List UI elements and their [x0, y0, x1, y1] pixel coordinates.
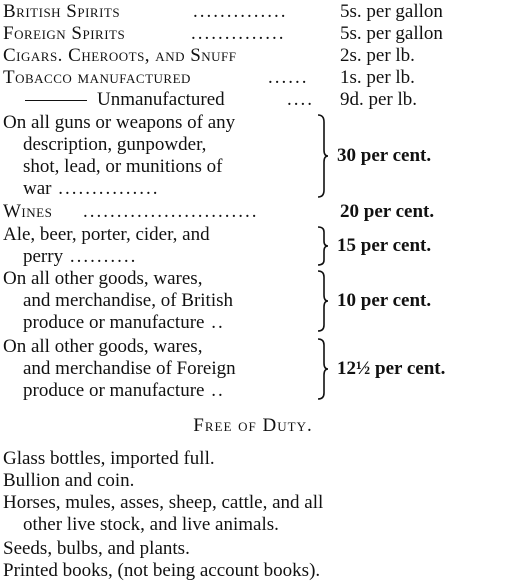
- free-item: Horses, mules, asses, sheep, cattle, and all: [3, 492, 324, 513]
- duty-row: [3, 1, 503, 23]
- group-foreign-line: and merchandise of Foreign: [23, 358, 236, 379]
- group-foreign-line: produce or manufacture ..: [23, 380, 225, 401]
- duty-label: Foreign Spirits: [3, 23, 126, 44]
- free-item: Printed books, (not being account books).: [3, 560, 321, 581]
- brace-icon: [316, 338, 328, 400]
- dot-leader: ......: [268, 67, 309, 88]
- group-arms-line: war ...............: [23, 178, 160, 199]
- free-of-duty-heading: Free of Duty.: [193, 415, 313, 436]
- group-british-rate: 10 per cent.: [337, 290, 432, 311]
- duty-rate: 9d. per lb.: [340, 89, 418, 110]
- ditto-dash: [25, 100, 87, 101]
- duty-row: [3, 201, 503, 223]
- dot-leader: ....: [287, 89, 314, 110]
- duty-row: [3, 23, 503, 45]
- group-foreign-line: On all other goods, wares,: [3, 336, 203, 357]
- duty-label: Tobacco manufactured: [3, 67, 191, 88]
- group-foreign-rate: 12½ per cent.: [337, 358, 446, 379]
- group-ale-line: Ale, beer, porter, cider, and: [3, 224, 210, 245]
- dot-leader: ..............: [193, 1, 288, 22]
- group-ale-line: perry ..........: [23, 246, 138, 267]
- duty-label: British Spirits: [3, 1, 121, 22]
- group-arms-line: description, gunpowder,: [23, 134, 207, 155]
- duty-label: Unmanufactured: [3, 89, 225, 111]
- free-item: Glass bottles, imported full.: [3, 448, 215, 469]
- dot-leader: ..............: [191, 23, 286, 44]
- group-british-line: On all other goods, wares,: [3, 268, 203, 289]
- brace-icon: [316, 270, 328, 332]
- duty-rate: 2s. per lb.: [340, 45, 415, 66]
- duty-rate: 1s. per lb.: [340, 67, 415, 88]
- free-item: other live stock, and live animals.: [23, 514, 279, 535]
- duty-rate: 5s. per gallon: [340, 1, 443, 22]
- group-british-line: produce or manufacture ..: [23, 312, 225, 333]
- duty-row: [3, 67, 503, 89]
- group-arms-line: On all guns or weapons of any: [3, 112, 236, 133]
- group-arms-line: shot, lead, or munitions of: [23, 156, 223, 177]
- free-item: Bullion and coin.: [3, 470, 135, 491]
- group-arms-rate: 30 per cent.: [337, 145, 432, 166]
- dot-leader: ..........................: [83, 201, 259, 222]
- duty-rate: 5s. per gallon: [340, 23, 443, 44]
- group-ale-rate: 15 per cent.: [337, 235, 432, 256]
- duty-rate: 20 per cent.: [340, 201, 435, 222]
- brace-icon: [316, 114, 328, 198]
- free-item: Seeds, bulbs, and plants.: [3, 538, 190, 559]
- duty-row: [3, 45, 503, 67]
- duty-label: Cigars. Cheroots, and Snuff: [3, 45, 237, 66]
- duty-label: Wines: [3, 201, 53, 222]
- group-british-line: and merchandise, of British: [23, 290, 234, 311]
- duty-row: [3, 89, 503, 111]
- brace-icon: [316, 226, 328, 266]
